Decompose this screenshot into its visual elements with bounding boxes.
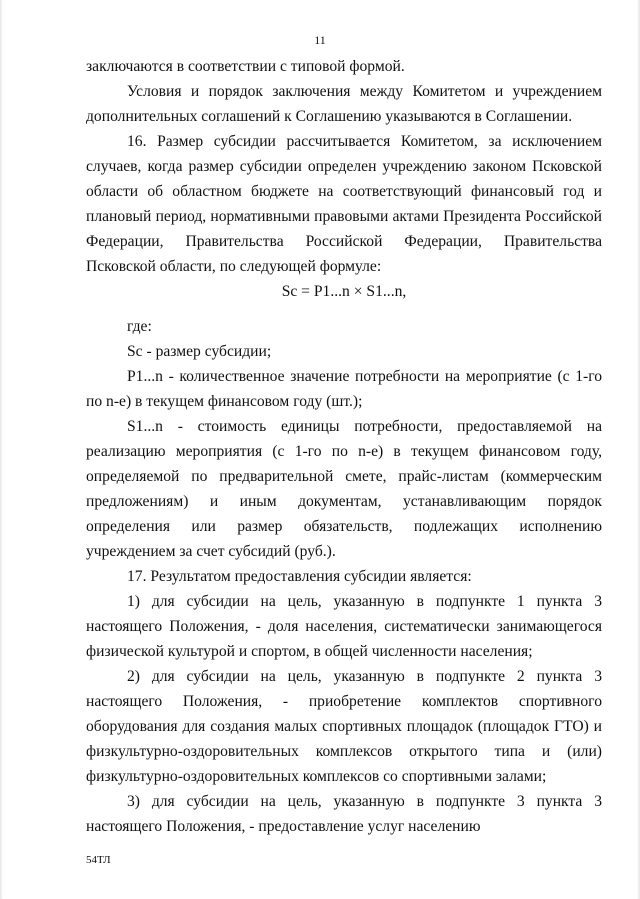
paragraph-continuation: заключаются в соответствии с типовой формой.: [86, 58, 405, 75]
result-item-3: 3) для субсидии на цель, указанную в подпункте 3 пункта 3 настоящего Положения, - предоставление услуг населению: [86, 793, 602, 835]
scan-edge-left: [0, 0, 3, 899]
paragraph-17-result: 17. Результатом предоставления субсидии является:: [127, 568, 472, 585]
result-item-2: 2) для субсидии на цель, указанную в подпункте 2 пункта 3 настоящего Положения, - приобретение комплектов спортивного оборудования для создания малых спортивных площадок (площадок ГТО) и физкультурно-оздоровительных комплексов открытого типа и (или) физкультурно-оздоровительных комплексов со спортивными залами;: [86, 668, 602, 785]
footer-document-code: 54ТЛ: [86, 854, 111, 866]
formula-term-sc: Sc - размер субсидии;: [127, 343, 272, 360]
formula: Sc = P1...n × S1...n,: [281, 283, 407, 300]
document-body: [86, 54, 602, 839]
formula-term-s: S1...n - стоимость единицы потребности, предоставляемой на реализацию мероприятия (с 1-го по n-e) в текущем финансовом году, определяемой по предварительной смете, прайс-листам (коммерческим предложениям) и иным документам, устанавливающим порядок определения или размер обязательств, подлежащих исполнению учреждением за счет субсидий (руб.).: [86, 418, 602, 560]
formula-term-p: P1...n - количественное значение потребности на мероприятие (с 1-го по n-e) в текущем финансовом году (шт.);: [86, 368, 602, 410]
formula-where-label: где:: [127, 318, 152, 335]
paragraph-agreement-terms: Условия и порядок заключения между Комитетом и учреждением дополнительных соглашений к Соглашению указываются в Соглашении.: [86, 83, 602, 125]
result-item-1: 1) для субсидии на цель, указанную в подпункте 1 пункта 3 настоящего Положения, - доля населения, систематически занимающегося физической культурой и спортом, в общей численности населения;: [86, 593, 602, 660]
page-number: 11: [314, 33, 326, 47]
paragraph-16-subsidy-size: 16. Размер субсидии рассчитывается Комитетом, за исключением случаев, когда размер субсидии определен учреждению законом Псковской области об областном бюджете на соответствующий финансовый год и плановый период, нормативными правовыми актами Президента Российской Федерации, Правительства Российской Федерации, Правительства Псковской области, по следующей формуле:: [86, 133, 602, 275]
